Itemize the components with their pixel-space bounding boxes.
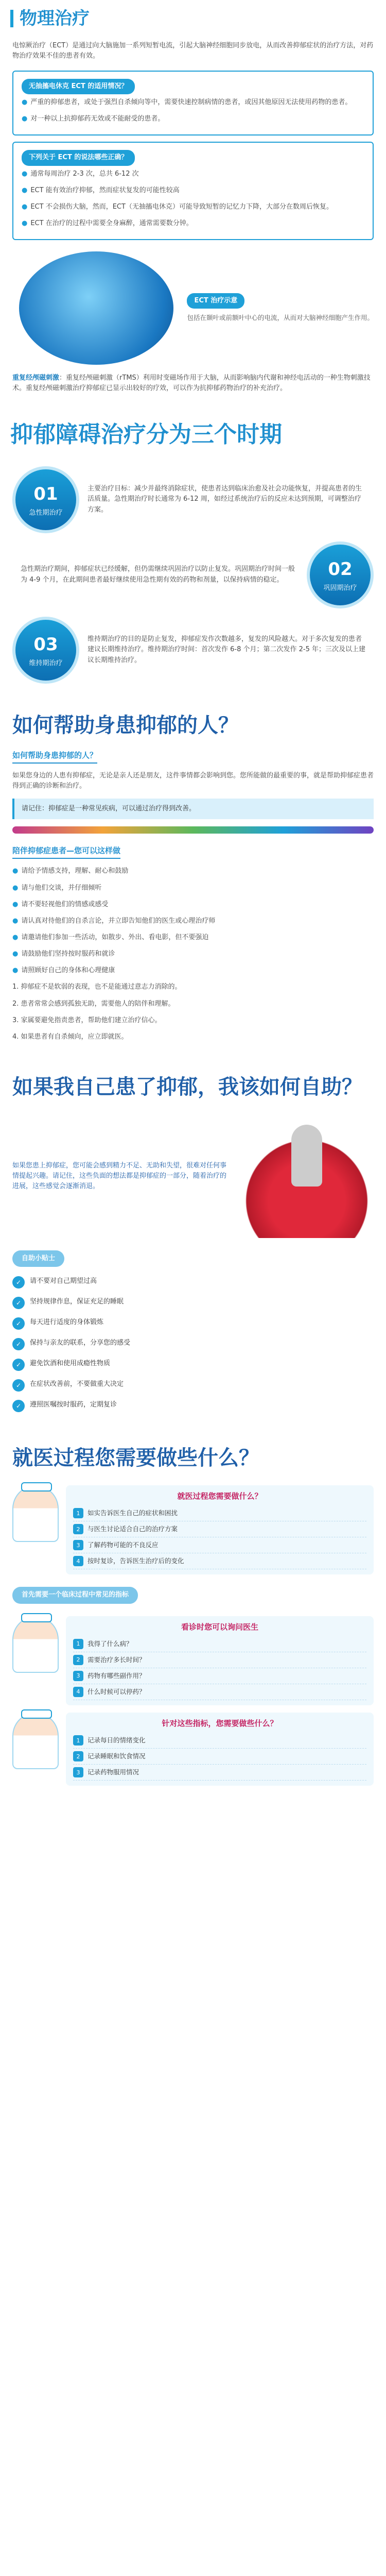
decorative-strip bbox=[12, 826, 374, 834]
item-text: 请认真对待他们的自杀言论，并立即告知他们的医生或心理治疗师 bbox=[21, 917, 216, 925]
item-text: 对一种以上抗抑郁药无效或不能耐受的患者。 bbox=[30, 115, 165, 123]
doctor-card-row bbox=[12, 1485, 374, 1574]
phase-number: 03 bbox=[33, 634, 58, 655]
check-icon: ✓ bbox=[12, 1379, 25, 1392]
check-icon: ✓ bbox=[12, 1338, 25, 1350]
card-item bbox=[73, 1749, 366, 1765]
tip-text: 每天进行适度的身体锻炼 bbox=[30, 1318, 104, 1327]
phase-description: 主要治疗目标：减少并最终消除症状，使患者达到临床治愈及社会功能恢复，并提高患者的生活质量。急性期治疗时长通常为 6-12 周，如经过系统治疗后的反应未达到预期，可调整治疗方案。 bbox=[87, 485, 362, 514]
list-item bbox=[12, 962, 374, 979]
item-text: 请鼓励他们坚持按时服药和就诊 bbox=[21, 950, 115, 958]
list-item bbox=[22, 94, 364, 111]
bullet-icon: ● bbox=[22, 219, 28, 227]
card-item bbox=[73, 1537, 366, 1553]
self-help-text: 如果您患上抑郁症，您可能会感到精力不足、无助和失望，很难对任何事情提起兴趣。请记住，这些负面的想法都是抑郁症的一部分，随着治疗的进展，这些感觉会逐渐消退。 bbox=[12, 1161, 227, 1191]
doctor-cap bbox=[21, 1709, 52, 1719]
list-item bbox=[12, 863, 374, 879]
section-header bbox=[0, 0, 386, 38]
section-how-to-help bbox=[0, 699, 386, 1045]
rtms-title: 重复经颅磁刺激 bbox=[12, 374, 60, 382]
section-title: 就医过程您需要做些什么？ bbox=[12, 1446, 259, 1470]
numbered-note: 4. 如果患者有自杀倾向，应立即就医。 bbox=[12, 1032, 128, 1041]
item-icon: 3 bbox=[73, 1767, 83, 1777]
list-item bbox=[12, 880, 374, 896]
item-text: 按时复诊，告诉医生治疗后的变化 bbox=[87, 1557, 184, 1565]
subsection-title: 如何帮助身患抑郁的人？ bbox=[12, 750, 97, 764]
card-item bbox=[73, 1684, 366, 1700]
numbered-note: 2. 患者常常会感到孤独无助，需要他人的陪伴和理解。 bbox=[12, 999, 175, 1008]
item-text: 与医生讨论适合自己的治疗方案 bbox=[87, 1525, 178, 1533]
section-physical-therapy bbox=[0, 0, 386, 397]
phase-description: 维持期治疗的目的是防止复发，抑郁症发作次数越多，复发的风险越大。对于多次复发的患者建议长期维持治疗。维持期治疗时间：首次发作 6-8 个月；第二次发作 2-5 年；三次及以上建议长期维持治疗。 bbox=[87, 635, 365, 664]
section-title: 物理治疗 bbox=[20, 8, 90, 29]
highlight-note: 请记住：抑郁症是一种常见疾病，可以通过治疗得到改善。 bbox=[12, 799, 374, 819]
card-title: 看诊时您可以询问医生 bbox=[181, 1622, 258, 1632]
bullet-icon: ● bbox=[12, 934, 19, 942]
tip-item bbox=[0, 1313, 386, 1334]
tip-item bbox=[0, 1354, 386, 1375]
help-intro: 如果您身边的人患有抑郁症，无论是亲人还是朋友，这件事情都会影响到您。您所能做的最重要的事，就是帮助抑郁症患者得到正确的诊断和治疗。 bbox=[12, 771, 374, 790]
section-pill: 首先需要一个临床过程中常见的指标 bbox=[12, 1587, 138, 1603]
check-icon: ✓ bbox=[12, 1276, 25, 1289]
box-tag: 下列关于 ECT 的说法哪些正确？ bbox=[22, 150, 135, 165]
bullet-icon: ● bbox=[12, 950, 19, 958]
item-text: 了解药物可能的不良反应 bbox=[87, 1541, 159, 1549]
check-icon: ✓ bbox=[12, 1317, 25, 1330]
item-icon: 4 bbox=[73, 1556, 83, 1566]
item-text: 记录睡眠和饮食情况 bbox=[87, 1752, 146, 1760]
phase-number: 01 bbox=[33, 484, 58, 505]
item-icon: 2 bbox=[73, 1524, 83, 1534]
list-item bbox=[22, 166, 364, 182]
bullet-icon: ● bbox=[12, 967, 19, 975]
phase-card bbox=[12, 466, 374, 533]
item-text: 请与他们交谈，并仔细倾听 bbox=[21, 884, 102, 892]
nurse-cap bbox=[21, 1482, 52, 1492]
numbered-note: 1. 抑郁症不是软弱的表现，也不是能通过意志力消除的。 bbox=[12, 983, 182, 991]
card-item bbox=[73, 1668, 366, 1684]
check-icon: ✓ bbox=[12, 1359, 25, 1371]
item-icon: 1 bbox=[73, 1639, 83, 1649]
bullet-icon: ● bbox=[22, 202, 28, 211]
item-text: 我得了什么病？ bbox=[87, 1639, 133, 1648]
list-item bbox=[12, 946, 374, 962]
bullet-icon: ● bbox=[12, 900, 19, 908]
phase-name: 维持期治疗 bbox=[29, 659, 63, 667]
phase-number: 02 bbox=[328, 559, 353, 580]
item-text: 请照顾好自己的身体和心理健康 bbox=[21, 967, 115, 975]
item-icon: 2 bbox=[73, 1751, 83, 1761]
tip-text: 在症状改善前，不要做重大决定 bbox=[30, 1380, 124, 1388]
rtms-paragraph: 重复经颅磁刺激：重复经颅磁刺激（rTMS）利用时变磁场作用于大脑，从而影响脑内代谢和神经电活动的一种生物刺激技术。重复经颅磁刺激治疗抑郁症已显示出较好的疗效，可以作为抗抑郁药物治疗的补充治疗。 bbox=[12, 374, 371, 393]
numbered-note: 3. 家属要避免指责患者，帮助他们建立治疗信心。 bbox=[12, 1016, 162, 1024]
card-title: 就医过程您需要做什么？ bbox=[177, 1492, 262, 1501]
doctor-avatar bbox=[12, 1713, 59, 1769]
card-title: 针对这些指标，您需要做些什么？ bbox=[162, 1718, 278, 1728]
brain-label: ECT 治疗示意 bbox=[187, 293, 244, 309]
card-item bbox=[73, 1505, 366, 1521]
list-item bbox=[22, 182, 364, 199]
tip-item bbox=[0, 1375, 386, 1396]
rtms-text: 重复经颅磁刺激（rTMS）利用时变磁场作用于大脑，从而影响脑内代谢和神经电活动的一种生物刺激技术。重复经颅磁刺激治疗抑郁症已显示出较好的疗效，可以作为抗抑郁药物治疗的补充治疗。 bbox=[12, 374, 371, 393]
tip-text: 遵照医嘱按时服药，定期复诊 bbox=[30, 1401, 117, 1409]
tip-text: 坚持规律作息，保证充足的睡眠 bbox=[30, 1298, 124, 1306]
card-item bbox=[73, 1553, 366, 1569]
ect-indications-box bbox=[12, 71, 374, 135]
tip-text: 请不要对自己期望过高 bbox=[30, 1277, 97, 1285]
item-text: ECT 在治疗的过程中需要全身麻醉，通常需要数分钟。 bbox=[30, 219, 193, 227]
item-text: ECT 能有效治疗抑郁，然而症状复发的可能性较高 bbox=[30, 186, 180, 194]
card-item bbox=[73, 1765, 366, 1781]
item-text: 记录每日的情绪变化 bbox=[87, 1736, 146, 1744]
title-bar-decoration bbox=[10, 10, 13, 27]
tip-item bbox=[0, 1396, 386, 1416]
tip-text: 保持与亲友的联系，分享您的感受 bbox=[30, 1339, 131, 1347]
tips-label: 自助小贴士 bbox=[12, 1250, 64, 1267]
card-item bbox=[73, 1521, 366, 1537]
section-medical-visit bbox=[0, 1432, 386, 1808]
doctor-cap bbox=[21, 1613, 52, 1622]
tip-item bbox=[0, 1293, 386, 1313]
tip-item bbox=[0, 1334, 386, 1354]
phase-circle bbox=[12, 466, 79, 533]
bullet-icon: ● bbox=[12, 884, 19, 892]
subsection-title: 陪伴抑郁症患者—您可以这样做 bbox=[12, 845, 120, 859]
item-text: 通常每周治疗 2-3 次，总共 6-12 次 bbox=[30, 170, 139, 178]
phase-name: 急性期治疗 bbox=[29, 509, 63, 517]
self-help-block bbox=[0, 1107, 386, 1245]
doctor-card-row bbox=[12, 1713, 374, 1786]
box-tag: 无抽搐电休克 ECT 的适用情况？ bbox=[22, 79, 135, 94]
nurse-avatar bbox=[12, 1485, 59, 1542]
bullet-icon: ● bbox=[12, 867, 19, 875]
card-item bbox=[73, 1733, 366, 1749]
section-title: 抑郁障碍治疗分为三个时期 bbox=[10, 421, 282, 448]
item-icon: 1 bbox=[73, 1508, 83, 1518]
item-icon: 1 bbox=[73, 1735, 83, 1745]
item-text: 请不要轻视他们的情感或感受 bbox=[21, 900, 109, 908]
phase-circle bbox=[307, 541, 374, 608]
figure-shape bbox=[291, 1125, 322, 1187]
phase-name: 巩固期治疗 bbox=[323, 584, 357, 592]
brain-caption-block bbox=[180, 293, 374, 323]
card-item bbox=[73, 1636, 366, 1652]
brain-caption: 包括在颞叶或前额叶中心的电流，从而对大脑神经细胞产生作用。 bbox=[187, 314, 374, 322]
item-text: 如实告诉医生自己的症状和困扰 bbox=[87, 1509, 178, 1517]
item-text: 请邀请他们参加一些活动，如散步、外出、看电影，但不要强迫 bbox=[21, 934, 209, 942]
item-text: 需要治疗多长时间？ bbox=[87, 1655, 146, 1664]
item-icon: 4 bbox=[73, 1687, 83, 1697]
item-icon: 3 bbox=[73, 1540, 83, 1550]
phase-circle bbox=[12, 617, 79, 684]
item-text: ECT 不会损伤大脑，然而，ECT（无抽搐电休克）可能导致短暂的记忆力下降，大部分在数周后恢复。 bbox=[30, 202, 333, 211]
doctor-card-row bbox=[12, 1616, 374, 1705]
heart-figure-illustration bbox=[240, 1114, 374, 1238]
tip-item bbox=[0, 1272, 386, 1293]
bullet-icon: ● bbox=[22, 170, 28, 178]
bullet-icon: ● bbox=[22, 115, 28, 123]
phase-card bbox=[12, 541, 374, 608]
question-card bbox=[66, 1713, 374, 1786]
check-icon: ✓ bbox=[12, 1297, 25, 1309]
ect-intro: 电惊厥治疗（ECT）是通过向大脑施加一系列短暂电流，引起大脑神经细胞同步放电，从而改善抑郁症状的治疗方法，对药物治疗效果不佳的患者有效。 bbox=[12, 41, 374, 60]
item-text: 严重的抑郁患者，或处于强烈自杀倾向等中，需要快速控制病情的患者，或因其他原因无法使用药物的患者。 bbox=[30, 98, 352, 107]
item-icon: 2 bbox=[73, 1655, 83, 1665]
section-self-help bbox=[0, 1061, 386, 1416]
item-icon: 3 bbox=[73, 1671, 83, 1681]
list-item bbox=[22, 215, 364, 232]
list-item bbox=[22, 111, 364, 127]
card-item bbox=[73, 1652, 366, 1668]
phase-description: 急性期治疗期间，抑郁症状已经缓解，但仍需继续巩固治疗以防止复发。巩固期治疗时间一般为 4-9 个月，在此期间患者最好继续使用急性期有效的药物和剂量，以保持病情的稳定。 bbox=[21, 565, 295, 584]
bullet-icon: ● bbox=[22, 98, 28, 107]
section-title: 如果我自己患了抑郁，我该如何自助？ bbox=[12, 1075, 362, 1099]
item-text: 记录药物服用情况 bbox=[87, 1768, 139, 1776]
check-icon: ✓ bbox=[12, 1400, 25, 1412]
item-text: 什么时候可以停药？ bbox=[87, 1687, 146, 1696]
question-card bbox=[66, 1616, 374, 1705]
ect-facts-box bbox=[12, 142, 374, 240]
section-three-phases bbox=[0, 412, 386, 683]
brain-illustration bbox=[19, 251, 173, 365]
phase-card bbox=[12, 617, 374, 684]
list-item bbox=[12, 896, 374, 913]
bullet-icon: ● bbox=[12, 917, 19, 925]
tip-text: 避免饮酒和使用成瘾性物质 bbox=[30, 1360, 111, 1368]
list-item bbox=[12, 913, 374, 929]
item-text: 请给予情感支持，理解、耐心和鼓励 bbox=[21, 867, 129, 875]
do-list bbox=[0, 863, 386, 979]
list-item bbox=[12, 929, 374, 946]
brain-illustration-row bbox=[0, 246, 386, 370]
item-text: 药物有哪些副作用？ bbox=[87, 1671, 146, 1680]
doctor-avatar bbox=[12, 1616, 59, 1673]
bullet-icon: ● bbox=[22, 186, 28, 194]
question-card bbox=[66, 1485, 374, 1574]
section-title: 如何帮助身患抑郁的人？ bbox=[12, 713, 239, 737]
list-item bbox=[22, 199, 364, 215]
